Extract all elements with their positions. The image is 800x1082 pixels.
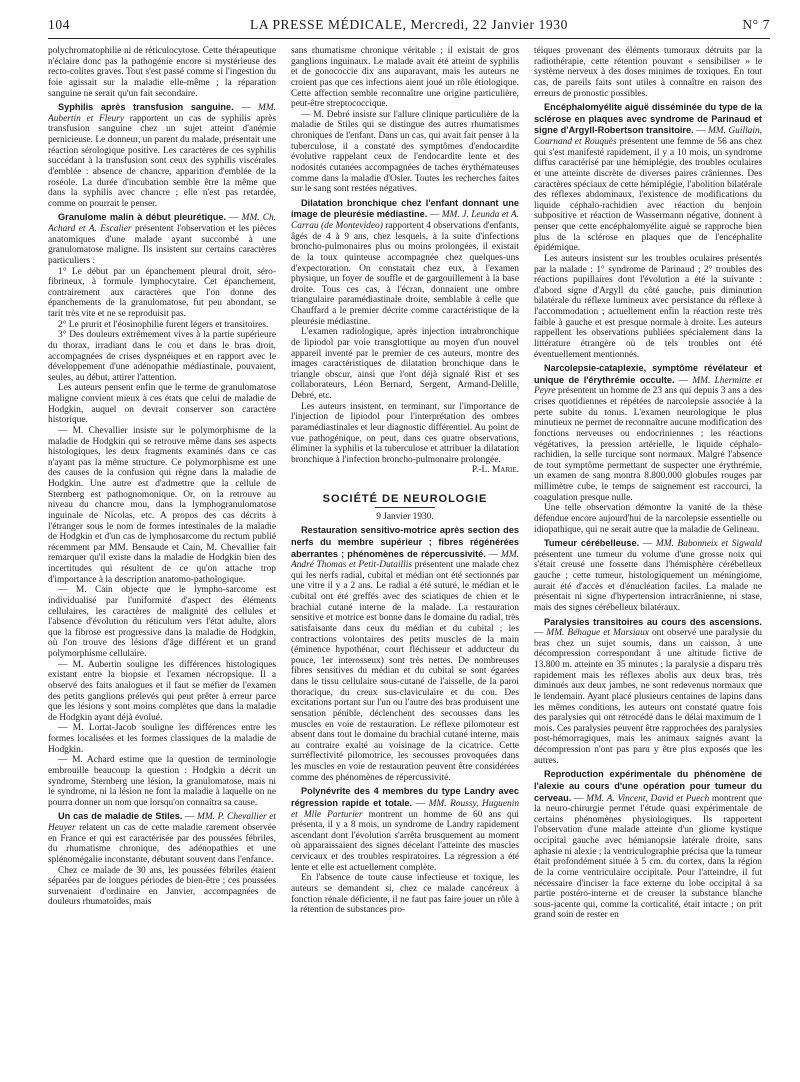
running-header [48, 17, 770, 37]
society-separator [375, 507, 435, 508]
communication-paragraph [291, 525, 519, 783]
communication-title: Granulome malin à début pleurétique. [58, 212, 227, 223]
communication-authors: MM. Lhermitte et Peyre [534, 375, 762, 397]
session-date: 9 Janvier 1930. [376, 511, 434, 522]
paragraph: — M. Aubertin souligne les différences histologiques existant entre la biopsie et l'examen nécropsique. Il a observé des faits analogues et il faut se méfier de l'examen des petits ganglions prélevés qui peut prêter à erreur parce que les lésions y sont moins complètes que dans la maladie de Hodgkin ayant déjà évolué. [48, 659, 276, 723]
communication-text: ont observé une paralysie du bras chez un sujet soumis, dans un caisson, à une décompression correspondant à une altitude fictive de 13.800 m. atteinte en 35 minutes ; la paralysie a disparu très rapidement mais les réflexes abolis aux deux bras, très diminués aux deux jambes, ne sont redevenus normaux que le lendemain. Ayant placé plusieurs centaines de lapins dans les mêmes conditions, les auteurs ont constaté quatre fois des paralysies qui ont rétrocédé dans le délai maximum de 1 mois. Ces paralysies peuvent être rapprochées des paralysies post-hémorragiques, mais les animaux saignés avant la décompression n'ont pas paru y être plus exposés que les autres. [534, 628, 762, 766]
communication-paragraph [48, 811, 276, 865]
paragraph: — M. Chevallier insiste sur le polymorphisme de la maladie de Hodgkin qui se retrouve même dans ses aspects histologiques, les deux fragments examinés dans ce cas n'ayant pas la même structure. Ce polymorphisme est une des causes de la confusion qui règne dans la maladie de Hodgkin. Une autre est d'admettre que la cellule de Sternberg est pathognomonique. Or, on la retrouve au niveau du chancre mou, dans la lymphogranulomatose inguinale de Nicolas, etc. A propos des cas décrits à l'étranger sous le nom de formes intestinales de la maladie de Hodgkin et d'un cas de lymphosarcome du rectum publié récemment par MM. Bensaude et Cain, M. Chevallier fait remarquer qu'il existe dans la maladie de Hodgkin bien des incertitudes qui résultent de ce qu'on attache trop d'importance à la description anatomo-pathologique. [48, 425, 276, 585]
communication-title: Reproduction expérimentale du phénomène de l'alexie au cours d'une opération pour tumeur du cerveau. [534, 769, 762, 803]
communication-title: Narcolepsie-cataplexie, symptôme révélateur et unique de l'érythrémie occulte. [534, 363, 762, 385]
paragraph: — M. Cain objecte que le lympho-sarcome est individualisé par l'uniformité d'aspect des éléments cellulaires, les caractères de malignité des cellules et l'absence d'évolution du réticulum vers l'état adulte, alors que la fibrose est progressive dans la maladie de Hodgkin, où l'on trouve des lésions d'âge différent et un grand polymorphisme cellulaire. [48, 585, 276, 659]
communication-title: Syphilis après transfusion sanguine. [58, 102, 234, 113]
communication-title: Dilatation bronchique chez l'enfant donnant une image de pleurésie médiastine. [291, 197, 519, 220]
communication-text: montrent un homme de 60 ans qui présenta, il y a 8 mois, un syndrome de Landry rapidement ascendant dont l'évolution s'arrêta brusquement au moment où apparaissaient des signes décelant l'atteinte des muscles cervicaux et des troubles respiratoires. La régression a été lente et elle est actuellement complète. [291, 809, 519, 873]
column-3 [534, 46, 762, 1072]
communication-authors: MM. P. Chevallier et Heuyer [48, 812, 276, 833]
paragraph: Les auteurs pensent enfin que le terme de granulomatose maligne convient mieux à ces états que celui de maladie de Hodgkin, auquel on devrait conserver son caractère historique. [48, 383, 276, 426]
communication-authors: MM. Guillain, Cournand et Rouquès [534, 126, 762, 147]
communication-paragraph [534, 363, 762, 503]
journal-title: LA PRESSE MÉDICALE, Mercredi, 22 Janvier 1930 [250, 17, 568, 32]
communication-authors: MM. André Thomas et Petit-Dutaillis [291, 549, 519, 571]
title-dash: — [534, 628, 547, 639]
title-dash: — [674, 375, 693, 386]
communication-paragraph [48, 102, 276, 209]
paragraph: — M. Lortat-Jacob souligne les différences entre les formes localisées et les formes classiques de la maladie de Hodgkin. [48, 723, 276, 755]
paragraph: — M. Debré insiste sur l'allure clinique particulière de la maladie de Stiles qui se distingue des autres rhumatismes chroniques de l'enfant. Dans un cas, qui avait fait penser à la tuberculose, il a constaté des symptômes d'endocardite évolutive rappelant ceux de l'endocardite lente et des nodosités cutanées accompagnées de taches érythémateuses comme dans la maladie d'Osler. Toutes les recherches faites sur le sang sont restées négatives. [291, 109, 519, 195]
communication-title: Encéphalomyélite aiguë disséminée du type de la sclérose en plaques avec syndrome de Parinaud et signe d'Argyll-Robertson transitoire. [534, 102, 762, 136]
communication-paragraph [534, 102, 762, 254]
column-1 [48, 46, 276, 1072]
communication-authors: MM. J. Leunda et A. Carrau (de Montevideo) [291, 210, 519, 231]
page-number: 104 [48, 17, 71, 32]
communication-authors: MM. A. Vincent, David et Puech [586, 793, 710, 804]
title-dash: — [182, 812, 198, 823]
title-dash: — [226, 213, 242, 224]
communication-paragraph [291, 786, 519, 873]
society-heading: SOCIÉTÉ DE NEUROLOGIE [322, 493, 488, 505]
title-dash: — [427, 210, 442, 221]
communication-text: montrent que la neuro-chirurgie permet l'étude quasi expérimentale de certains phénomènes physiologiques. Ils rapportent l'observation d'une malade atteinte d'un gliome kystique occipital gauche avec hémianopsie latérale droite, sans aphasie ni alexie ; la ventriculographie précisa que la tumeur était profondément située à 5 cm. du cortex, dans la région de la corne ventriculaire occipitale. Pour l'atteindre, il fut nécessaire d'inciser la face externe du lobe occipital à sa partie postéro-interne et de creuser la substance blanche sous-jacente qui, comme la corticalité, était intacte ; on prit grand soin de rester en [534, 793, 762, 921]
communication-paragraph [534, 617, 762, 767]
communication-authors: MM. Béhague et Marsiaux [546, 628, 649, 639]
paragraph: En l'absence de toute cause infectieuse et toxique, les auteurs se demandent si, chez ce malade cancéreux à fonction rénale déficiente, il ne faut pas faire jouer un rôle à la rétention de substances pro- [291, 873, 519, 916]
communication-title: Restauration sensitivo-motrice après section des nerfs du membre supérieur ; fibres régénérées aberrantes ; phénomènes de répercussivité. [291, 525, 519, 559]
communication-paragraph [534, 538, 762, 613]
paragraph: 3° Des douleurs extrêmement vives à la partie supérieure du thorax, irradiant dans le cou et dans le bras droit, accompagnées de crises dyspnéiques et en rapport avec le développement d'une adénopathie médiastinale, pouvaient, seules, au début, attirer l'attention. [48, 330, 276, 383]
communication-text: présentent une malade chez qui les nerfs radial, cubital et médian ont été sectionnés par une vitre il y a 2 ans. Le radial a été suturé, le médian et le cubital ont été greffés avec des sciatiques de chien et le brachial cutané interne de la malade. La restauration sensitive et motrice est bonne dans le domaine du radial, très satisfaisante dans ceux du médian et du cubital ; les contractions volontaires des petits muscles de la main (éminence hypothénar, court fléchisseur et adducteur du pouce, 1er interosseux) sont très nettes. De nombreuses fibres sensitives du médian et du cubital se sont égarées dans le tissu cellulaire sous-cutané de l'aisselle, de la paroi thoracique, du creux sus-claviculaire et du cou. Des excitations portant sur l'un ou l'autre des bras produisent une sensation pénible, déclenchent des secousses dans les muscles en voie de restauration. Le réflexe pilomoteur est absent dans tout le domaine du brachial cutané interne, mais au contraire exalté au voisinage de la cicatrice. Cette surréflectivité pilomotrice, les secousses provoquées dans les muscles en voie de restauration peuvent être considérées comme des phénomènes de répercussivité. [291, 560, 519, 783]
paragraph: sans rhumatisme chronique véritable ; il existait de gros ganglions inguinaux. Le malade avait été atteint de syphilis et de gonococcie dix ans auparavant, mais les auteurs ne croient pas que ces infections aient joué un rôle étiologique. Cette affection semble reconnaître une origine particulière, peut-être streptococcique. [291, 46, 519, 110]
paragraph: L'examen radiologique, après injection intrabronchique de lipiodol par voie transglottique au moyen d'un nouvel appareil inventé par le premier de ces auteurs, montre des images caractéristiques de dilatation bronchique dans le triangle obscur, ainsi que l'ont déjà signalé Rist et ses collaborateurs, Léon Bernard, Sergent, Armand-Delille, Debré, etc. [291, 327, 519, 401]
communication-text: relatent un cas de cette maladie rarement observée en France et qui est caractérisée par des poussées fébriles, du rhumatisme chronique, des adénopathies et une splénomégalie inconstante, débutant souvent dans l'enfance. [48, 823, 276, 865]
title-dash: — [639, 539, 656, 550]
paragraph: — M. Achard estime que la question de terminologie embrouille beaucoup la question : Hodgkin a décrit un syndrome, Sternberg une lésion, la granulomatose, mais ni le syndrome, ni la lésion ne font la maladie à laquelle on ne pourra donner un nom que lorsqu'on connaîtra sa cause. [48, 755, 276, 808]
paragraph: 2° Le prurit et l'éosinophilie furent légers et transitoires. [58, 319, 269, 330]
paragraph: polychromatophilie ni de réticulocytose. Cette thérapeutique n'éclaire donc pas la pathogénie encore si mystérieuse des recto-colites graves. Tout s'est passé comme si l'ingestion du foie agissait sur la maladie elle-même ; la réparation sanguine ne serait qu'un fait secondaire. [48, 46, 276, 99]
paragraph: 1° Le début par un épanchement pleural droit, séro-fibrineux, à formule lymphocytaire. Cet épanchement, contrairement aux caractères que l'on donne des épanchements de la granulomatose, fut peu abondant, se tarit très vite et ne se reproduisit pas. [48, 266, 276, 319]
title-dash: — [571, 793, 587, 804]
communication-title: Polynévrite des 4 membres du type Landry avec régression rapide et totale. [291, 786, 519, 808]
communication-paragraph [291, 198, 519, 328]
paragraph: Les auteurs insistent, en terminant, sur l'importance de l'injection de lipiodol pour l'interprétation des ombres paramédiastinales et leur diagnostic différentiel. Au point de vue pathogénique, on peut, dans ces quatre observations, éliminer la syphilis et la tuberculose et attribuer la dilatation bronchique à l'infection broncho-pulmonaire prolongée. [291, 401, 519, 465]
communication-title: Tumeur cérébelleuse. [544, 538, 640, 549]
communication-authors: MM. Babonneix et Sigwald [655, 539, 762, 550]
communication-paragraph [534, 769, 762, 921]
title-dash: — [693, 126, 708, 137]
communication-text: présentent l'observation et les pièces anatomiques d'une malade ayant succombé à une granulomatose maligne. Ils insistent sur certains caractères particuliers : [48, 224, 276, 266]
communication-text: rapportent 4 observations d'enfants, âgés de 4 à 9 ans, chez lesquels, à la suite d'infections broncho-pulmonaires plus ou moins prolongées, il existait de la toux quinteuse accompagnée chez quelques-uns d'expectoration. On constatait chez eux, à l'examen physique, un foyer de souffle et de gargouillement à la base droite. Tous ces cas, à l'écran, donnaient une ombre triangulaire paramédiastinale droite, semblable à celle que Chauffard a le premier décrite comme caractéristique de la pleurésie médiastine. [291, 221, 519, 327]
communication-text: rapportent un cas de syphilis après transfusion sanguine chez un sujet atteint d'anémie pernicieuse. Le donneur, un parent du malade, présentait une réaction sérologique positive. Les caractères de ces syphilis succédant à la transfusion sont ceux des syphilis viscérales d'emblée : absence de chancre, apparition d'emblée de la roséole. La durée d'incubation semble être la même que dans la syphilis avec chancre ; elle n'est pas retardée, comme on pourrait le penser. [48, 113, 276, 209]
title-dash: — [233, 103, 259, 114]
issue-number: N° 7 [742, 17, 770, 32]
communication-paragraph [48, 212, 276, 266]
title-dash: — [485, 549, 502, 560]
paragraph: Chez ce malade de 30 ans, les poussées fébriles étaient séparées par de longues périodes de bien-être ; ces poussées survenaient d'ordinaire en Janvier, accompagnées de douleurs rhumatoïdes, mais [48, 865, 276, 908]
column-2 [291, 46, 519, 1072]
communication-authors: MM. Roussy, Huguenin et Mlle Parturier [291, 798, 519, 820]
paragraph: téiques provenant des éléments tumoraux détruits par la radiothérapie, cette rétention pouvant « sensibiliser » le système nerveux à des doses minimes de toxiques. En tout cas, de pareils faits sont utiles à connaître en raison des erreurs de pronostic possibles. [534, 46, 762, 99]
communication-title: Paralysies transitoires au cours des ascensions. [544, 616, 762, 627]
communication-authors: MM. Aubertin et Fleury [48, 103, 276, 124]
communication-authors: MM. Ch. Achard et A. Escalier [48, 213, 276, 234]
communication-text: présentent une femme de 56 ans chez qui s'est manifesté rapidement, il y a 10 mois, un syndrome diffus caractérisé par une hémiplégie, des troubles oculaires et une atteinte discrète de diverses paires crâniennes. Des caractères spéciaux de cette hémiplégie, l'abolition bilatérale des réflexes abdominaux, l'existence de modifications du liquide céphalo-rachidien avec réaction du benjoin subpositive et réaction de Wassermann négative, donnent à penser que cette encéphalomyélite aiguë se rapproche bien plus de la sclérose en plaques que de l'encéphalite épidémique. [534, 137, 762, 254]
communication-text: présentent une tumeur du volume d'une grosse noix qui s'était creusé une fossette dans l'hémisphère cérébelleux gauche ; cette tumeur, histologiquement un méningiome, aurait été d'accès et d'énucléation faciles. La malade ne présentait ni signe d'hypertension intracrânienne, ni stase, mais des signes cérébelleux bilatéraux. [534, 549, 762, 613]
header-rule [48, 38, 770, 39]
communication-text: présentent un homme de 23 ans qui depuis 3 ans a des crises quotidiennes et répétées de narcolepsie associée à la perte subite du tonus. L'examen neurologique le plus minutieux ne permet de reconnaître aucune modification des fonctions nerveuses ou endocriniennes ; les réactions végétatives, la pression artérielle, le liquide céphalo-rachidien, la selle turcique sont normaux. Malgré l'absence de tout symptôme permettant de suspecter une érythrémie, un examen de sang montra 8.800.000 globules rouges par millimètre cube, le temps de saignement est raccourci, la coagulation presque nulle. [534, 386, 762, 503]
paragraph: Les auteurs insistent sur les troubles oculaires présentés par la malade : 1° syndrome de Parinaud ; 2° troubles des réactions pupillaires dont l'évolution a été la suivante : d'abord signe d'Argyll du côté gauche, puis diminution bilatérale du réflexe lumineux avec persistance du réflexe à l'accommodation ; actuellement enfin la réaction reste très faible à gauche et est presque normale à droite. Les auteurs rappellent les observations publiées spécialement dans la littérature étrangère où de tels troubles ont été éventuellement mentionnés. [534, 253, 762, 360]
paragraph: Une telle observation démontre la vanité de la thèse défendue encore aujourd'hui de la narcolepsie essentielle ou idiopathique, qui ne serait autre que la maladie de Gelineau. [534, 503, 762, 535]
title-dash: — [412, 798, 429, 809]
signature: P.-L. Marie. [471, 465, 519, 476]
communication-title: Un cas de maladie de Stiles. [58, 811, 183, 822]
